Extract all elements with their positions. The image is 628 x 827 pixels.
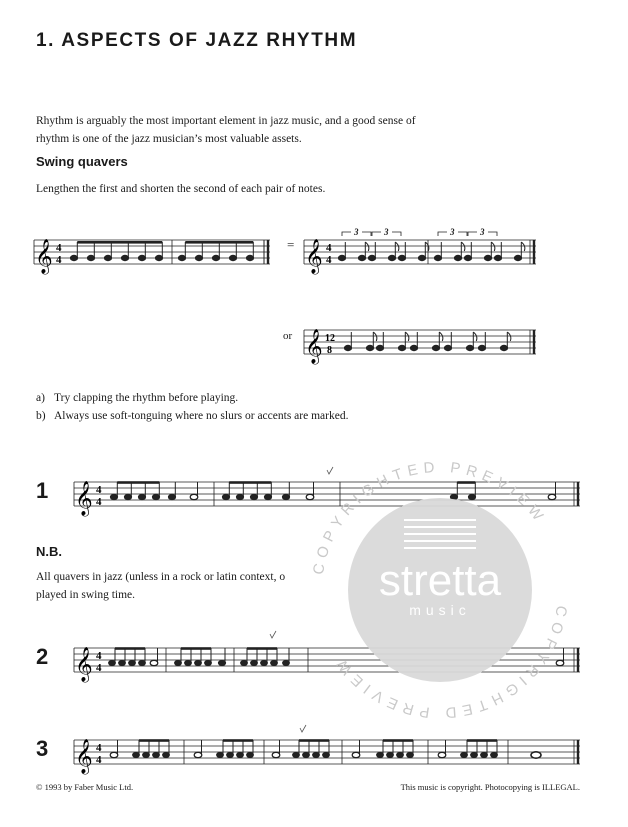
- timesig-bottom: 8: [327, 345, 332, 356]
- swing-instruction: Lengthen the first and shorten the second of each pair of notes.: [36, 183, 326, 195]
- swing-quavers-heading: Swing quavers: [36, 154, 128, 169]
- staff-triplet-swing: [304, 227, 540, 276]
- exercise-number-2: 2: [36, 644, 49, 669]
- staff-twelve-eight: [304, 326, 540, 366]
- timesig-bottom: 4: [96, 496, 102, 508]
- tip-text: Try clapping the rhythm before playing.: [54, 392, 239, 404]
- timesig-top: 4: [56, 242, 62, 254]
- timesig-bottom: 4: [56, 254, 62, 266]
- watermark-logo-sub: music: [409, 602, 471, 618]
- exercise-3-staff: [74, 736, 584, 776]
- exercise-number-1: 1: [36, 478, 49, 503]
- intro-paragraph: [36, 112, 416, 148]
- exercise-number-3: 3: [36, 736, 49, 761]
- nb-line-2: played in swing time.: [36, 589, 136, 601]
- tip-a: [36, 389, 348, 407]
- treble-clef-icon: 𝄞: [305, 239, 323, 274]
- timesig-top: 12: [325, 333, 335, 344]
- treble-clef-icon: 𝄞: [305, 329, 323, 364]
- triplet-number: 3: [450, 227, 455, 237]
- watermark-ring-text-path: COPYRIGHTED PREVIEW: [309, 458, 550, 576]
- staff-straight-quavers: [34, 236, 274, 276]
- tip-marker: a): [36, 392, 45, 404]
- or-label: or: [283, 330, 293, 342]
- nb-line-1: All quavers in jazz (unless in a rock or latin context, o: [36, 571, 286, 583]
- intro-line-2: rhythm is one of the jazz musician’s most valuable assets.: [36, 133, 302, 145]
- nb-heading: N.B.: [36, 544, 62, 559]
- tips-list: [36, 389, 348, 425]
- breath-mark-icon: [270, 631, 276, 638]
- treble-clef-icon: 𝄞: [75, 481, 93, 516]
- stretta-watermark: [300, 450, 580, 730]
- treble-clef-icon: 𝄞: [75, 647, 93, 682]
- timesig-bottom: 4: [326, 254, 332, 266]
- footer-copyright: © 1993 by Faber Music Ltd.: [36, 782, 134, 792]
- timesig-top: 4: [96, 484, 102, 496]
- triplet-number: 3: [480, 227, 485, 237]
- timesig-top: 4: [96, 742, 102, 754]
- triplet-number: 3: [384, 227, 389, 237]
- timesig-top: 4: [96, 650, 102, 662]
- tip-b: [36, 407, 348, 425]
- timesig-bottom: 4: [96, 754, 102, 766]
- watermark-ring-text-path-2: COPYRIGHTED PREVIEW: [330, 604, 571, 722]
- triplet-number: 3: [354, 227, 359, 237]
- treble-clef-icon: 𝄞: [35, 239, 53, 274]
- page-title: 1. ASPECTS OF JAZZ RHYTHM: [36, 30, 358, 51]
- tip-marker: b): [36, 410, 46, 422]
- timesig-bottom: 4: [96, 662, 102, 674]
- timesig-top: 4: [326, 242, 332, 254]
- watermark-logo-text: stretta: [378, 556, 502, 605]
- tip-text: Always use soft-tonguing where no slurs or accents are marked.: [54, 410, 349, 422]
- treble-clef-icon: 𝄞: [75, 739, 93, 774]
- equals-sign: =: [287, 237, 295, 252]
- nb-paragraph: [36, 568, 285, 604]
- intro-line-1: Rhythm is arguably the most important element in jazz music, and a good sense of: [36, 115, 416, 127]
- footer-notice: This music is copyright. Photocopying is ILLEGAL.: [400, 782, 580, 792]
